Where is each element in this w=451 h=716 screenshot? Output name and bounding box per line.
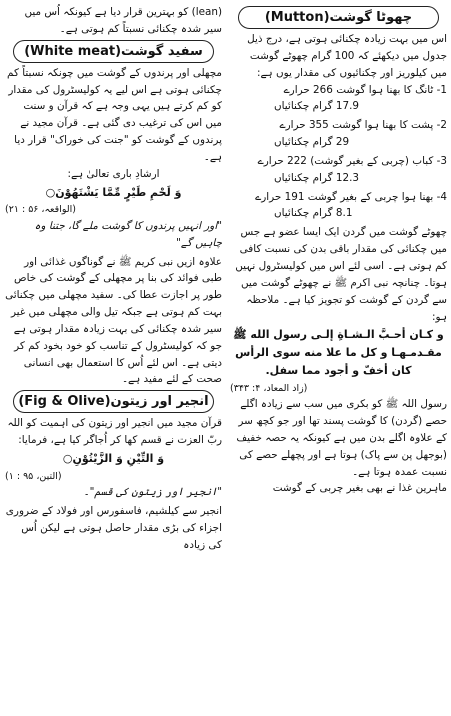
- mutton-item-3: 3- کباب (چربی کے بغیر گوشت) 222 حرارے: [257, 154, 447, 167]
- ayah-fig: وَ التِّيْنِ وَ الزَّيْتُوْنِ○: [62, 452, 165, 465]
- irshad-line: ارشادِ باری تعالیٰ ہے:: [67, 167, 160, 180]
- hadith-reference: (زاد المعاد، ۴: ۳۴۳): [230, 382, 308, 394]
- mutton-item-2-fat: 29 گرام چکنائیاں: [274, 136, 350, 149]
- nutritionists-paragraph: ماہرین غذا نے بھی بغیر چربی کے گوشت: [272, 482, 447, 495]
- white-meat-paragraph: مچھلی اور پرندوں کے گوشت میں چونکہ نسبتاً کم چکنائی ہوتی ہے اس لیے یہ کولیسٹرول کی مقدار کو کم کرتے ہیں یہی وجہ ہے کہ قرآن و سنت میں اس کی ترغیب دی گئی ہے۔ قرآن مجید نے پرندوں کے گوشت کو "جنت کی خوراک" قرار دیا ہے۔: [7, 66, 222, 163]
- mutton-item-4: 4- بھنا ہوا چربی کے بغیر گوشت 191 حرارے: [255, 190, 447, 203]
- left-column: [5, 4, 222, 714]
- mutton-item-4-fat: 8.1 گرام چکنائیاں: [274, 207, 353, 220]
- fig-nutrients-paragraph: انجیر سے کیلشیم، فاسفورس اور فولاد کے ضروری اجزاء کی بڑی مقدار حاصل ہوتی ہے لیکن اُس کی زیادہ: [5, 505, 222, 551]
- mutton-intro: اس میں بہت زیادہ چکنائی ہوتی ہے، درج ذیل جدول میں دیکھئے کہ 100 گرام چھوٹے گوشت میں کیلوریز اور چکنائیوں کی مقدار یوں ہے:: [247, 33, 447, 79]
- white-meat-header: سفید گوشت(White meat): [13, 40, 214, 63]
- mutton-item-1-fat: 17.9 گرام چکنائیاں: [274, 100, 360, 113]
- ayah-birds-translation: "اور انہیں پرندوں کا گوشت ملے گا، جتنا وہ چاہیں گے": [34, 219, 222, 249]
- neck-paragraph: چھوٹے گوشت میں گردن ایک ایسا عضو ہے جس میں چکنائی کی مقدار باقی بدن کی نسبت کافی کم ہوتی ہے۔ اسی لئے اس میں کولیسٹرول نہیں ہوتا۔ چنانچہ نبی اکرم ﷺ نے چھوٹے گوشت میں سے گردن کے گوشت کو تجویز کیا ہے۔ ملاحظہ ہو:: [235, 226, 447, 323]
- fig-olive-header: انجیر اور زیتون(Fig & Olive): [13, 390, 214, 413]
- ayah-fig-translation: "انجیر اور زیتون کی قسم"۔: [83, 486, 222, 499]
- lean-continuation: (lean) کو بہترین قرار دیا ہے کیونکہ اُس میں سیر شدہ چکنائی نسبتاً کم ہوتی ہے۔: [24, 6, 222, 35]
- ayah-fig-reference: (التین، ۹۵ : ۱): [5, 470, 62, 482]
- mutton-item-1: 1- ٹانگ کا بھنا ہوا گوشت 266 حرارے: [283, 83, 447, 96]
- fish-paragraph: علاوہ ازیں نبی کریم ﷺ نے گوناگوں غذائی اور طبی فوائد کی بنا پر مچھلی کے گوشت کی خاص طور پر اجازت عطا کی۔ سفید مچھلی میں چکنائی بہت کم ہوتی ہے جبکہ تیل والی مچھلی میں غیر سیر شدہ چکنائی کی بہت زیادہ مقدار ہوتی ہے جو کہ کولیسٹرول کے تناسب کو خود بخود کم کر دیتی ہے۔ اس لئے اُس کا استعمال بھی انسانی صحت کے لئے مفید ہے۔: [5, 255, 222, 386]
- hadith-text: و كـان أحـبَّ الـشـاةِ إلـى رسول الله ﷺ مقـدمـهـا و كل ما علا منه سوى الرأس كان أخفّ و أجود مما سفل.: [233, 328, 444, 378]
- fig-olive-paragraph: قرآن مجید میں انجیر اور زیتون کی اہمیت کو اللہ ربّ العزت نے قسم کھا کر اُجاگر کیا ہے، فرمایا:: [7, 417, 222, 447]
- right-column: [230, 4, 447, 714]
- ayah-birds: وَ لَحْمِ طَيْرٍ مِّمَّا يَشْتَهُوْنَ○: [45, 185, 182, 199]
- mutton-header: چھوٹا گوشت(Mutton): [238, 6, 439, 29]
- ayah-birds-reference: (الواقعہ، ۵۶ : ۲۱): [5, 204, 76, 216]
- mutton-item-3-fat: 12.3 گرام چکنائیاں: [274, 171, 360, 184]
- mutton-item-2: 2- پشت کا بھنا ہوا گوشت 355 حرارے: [279, 119, 447, 132]
- hadith-explanation: رسول اللہ ﷺ کو بکری میں سب سے زیادہ اگلے حصے (گردن) کا گوشت پسند تھا اور جو کچھ سر کے علاوہ اگلے بدن میں ہے کیونکہ یہ حصہ خفیف (بوجھل پن سے پاک) ہوتا ہے اور پچھلے حصے کی نسبت عمدہ ہوتا ہے۔: [236, 398, 447, 478]
